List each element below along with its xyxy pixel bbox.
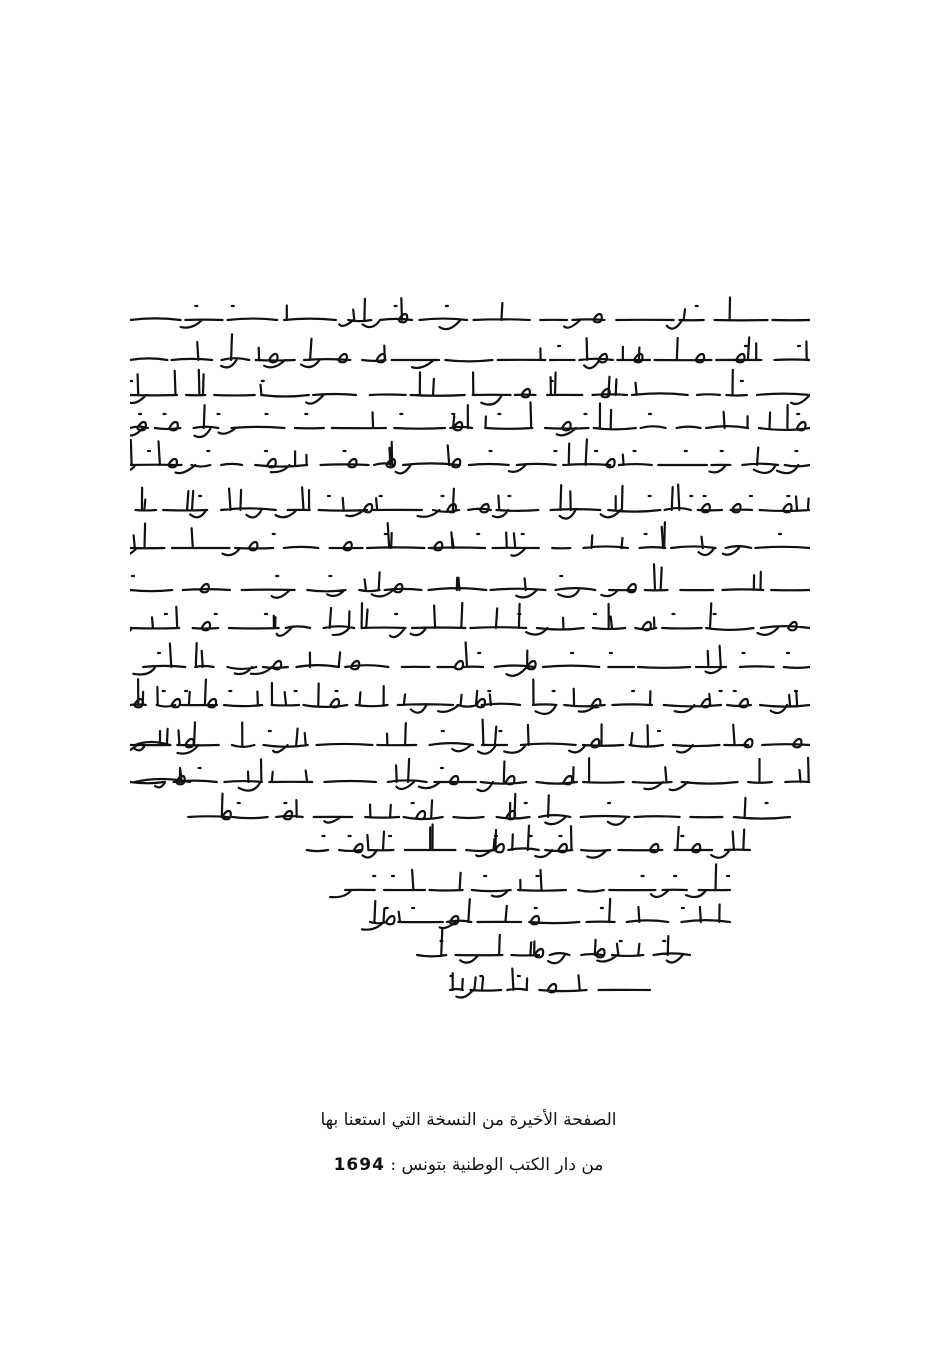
manuscript-line [133,642,810,676]
manuscript-line [130,370,810,405]
manuscript-line [130,439,810,473]
manuscript-line [330,864,730,897]
caption-title: الصفحة الأخيرة من النسخة التي استعنا بها [320,1110,617,1130]
manuscript-line [130,564,810,598]
manuscript-line [417,930,690,964]
manuscript-line [130,334,810,368]
manuscript-line [362,899,730,930]
caption-source-text: من دار الكتب الوطنية بتونس : [390,1155,604,1175]
handwritten-manuscript-image [130,290,810,1000]
manuscript-line [130,603,810,637]
manuscript-margin-note [135,731,170,750]
manuscript-line [130,758,810,791]
manuscript-script-drawing [130,290,810,1000]
manuscript-line [450,969,650,998]
manuscript-line [188,794,790,825]
manuscript-line [130,720,810,754]
manuscript-line [130,679,810,714]
manuscript-line [136,485,811,519]
manuscript-line [130,522,810,556]
caption-source [0,1155,937,1175]
manuscript-line [130,402,810,437]
manuscript-line [130,298,810,330]
manuscript-line [307,825,750,858]
caption-source-number: 1694 [333,1155,385,1175]
